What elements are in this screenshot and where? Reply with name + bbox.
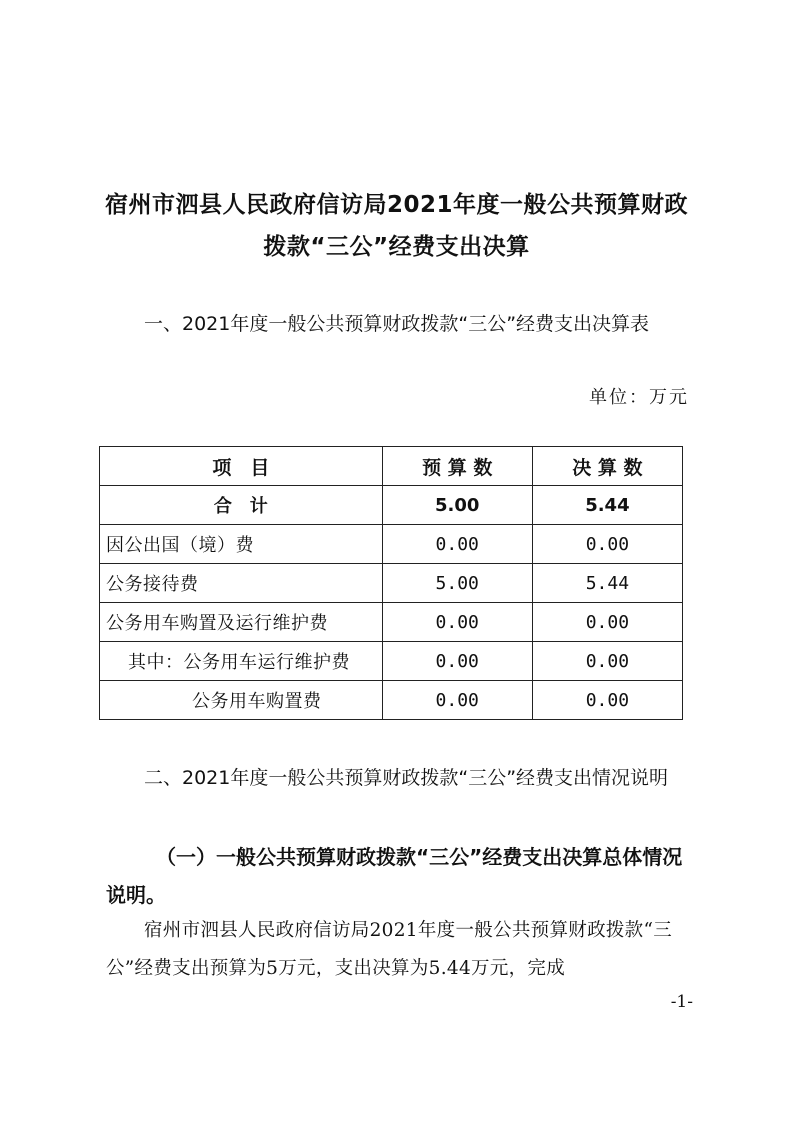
row-actual: 0.00 <box>532 603 682 642</box>
row-name: 公务用车购置费 <box>100 681 383 720</box>
row-name: 因公出国（境）费 <box>100 525 383 564</box>
header-item: 项 目 <box>100 447 383 486</box>
unit-label: 单位：万元 <box>589 387 689 408</box>
document-title-line2: 拨款“三公”经费支出决算 <box>263 234 530 260</box>
row-actual: 5.44 <box>532 486 682 525</box>
table-row <box>100 603 683 642</box>
document-title-line1: 宿州市泗县人民政府信访局2021年度一般公共预算财政 <box>104 192 688 218</box>
row-actual: 0.00 <box>532 642 682 681</box>
table-row <box>100 525 683 564</box>
header-budget: 预 算 数 <box>382 447 532 486</box>
table-row <box>100 564 683 603</box>
table-row-total <box>100 486 683 525</box>
table-row <box>100 681 683 720</box>
subsection1-heading: （一）一般公共预算财政拨款“三公”经费支出决算总体情况说明。 <box>106 845 683 907</box>
row-budget: 0.00 <box>382 603 532 642</box>
body-paragraph: 宿州市泗县人民政府信访局2021年度一般公共预算财政拨款“三公”经费支出预算为5万元，支出决算为5.44万元，完成 <box>106 920 673 979</box>
section1-heading: 一、2021年度一般公共预算财政拨款“三公”经费支出决算表 <box>144 313 650 335</box>
row-actual: 5.44 <box>532 564 682 603</box>
row-name: 公务接待费 <box>100 564 383 603</box>
header-actual: 决 算 数 <box>532 447 682 486</box>
row-budget: 0.00 <box>382 642 532 681</box>
page-number: -1- <box>670 992 693 1012</box>
row-budget: 0.00 <box>382 525 532 564</box>
row-budget: 5.00 <box>382 564 532 603</box>
row-actual: 0.00 <box>532 681 682 720</box>
table-row <box>100 642 683 681</box>
row-name: 公务用车购置及运行维护费 <box>100 603 383 642</box>
row-budget: 5.00 <box>382 486 532 525</box>
row-name: 其中：公务用车运行维护费 <box>100 642 383 681</box>
row-actual: 0.00 <box>532 525 682 564</box>
section2-heading: 二、2021年度一般公共预算财政拨款“三公”经费支出情况说明 <box>144 767 669 789</box>
table-header-row <box>100 447 683 486</box>
three-public-expenses-table <box>99 446 683 720</box>
row-budget: 0.00 <box>382 681 532 720</box>
row-name: 合 计 <box>100 486 383 525</box>
